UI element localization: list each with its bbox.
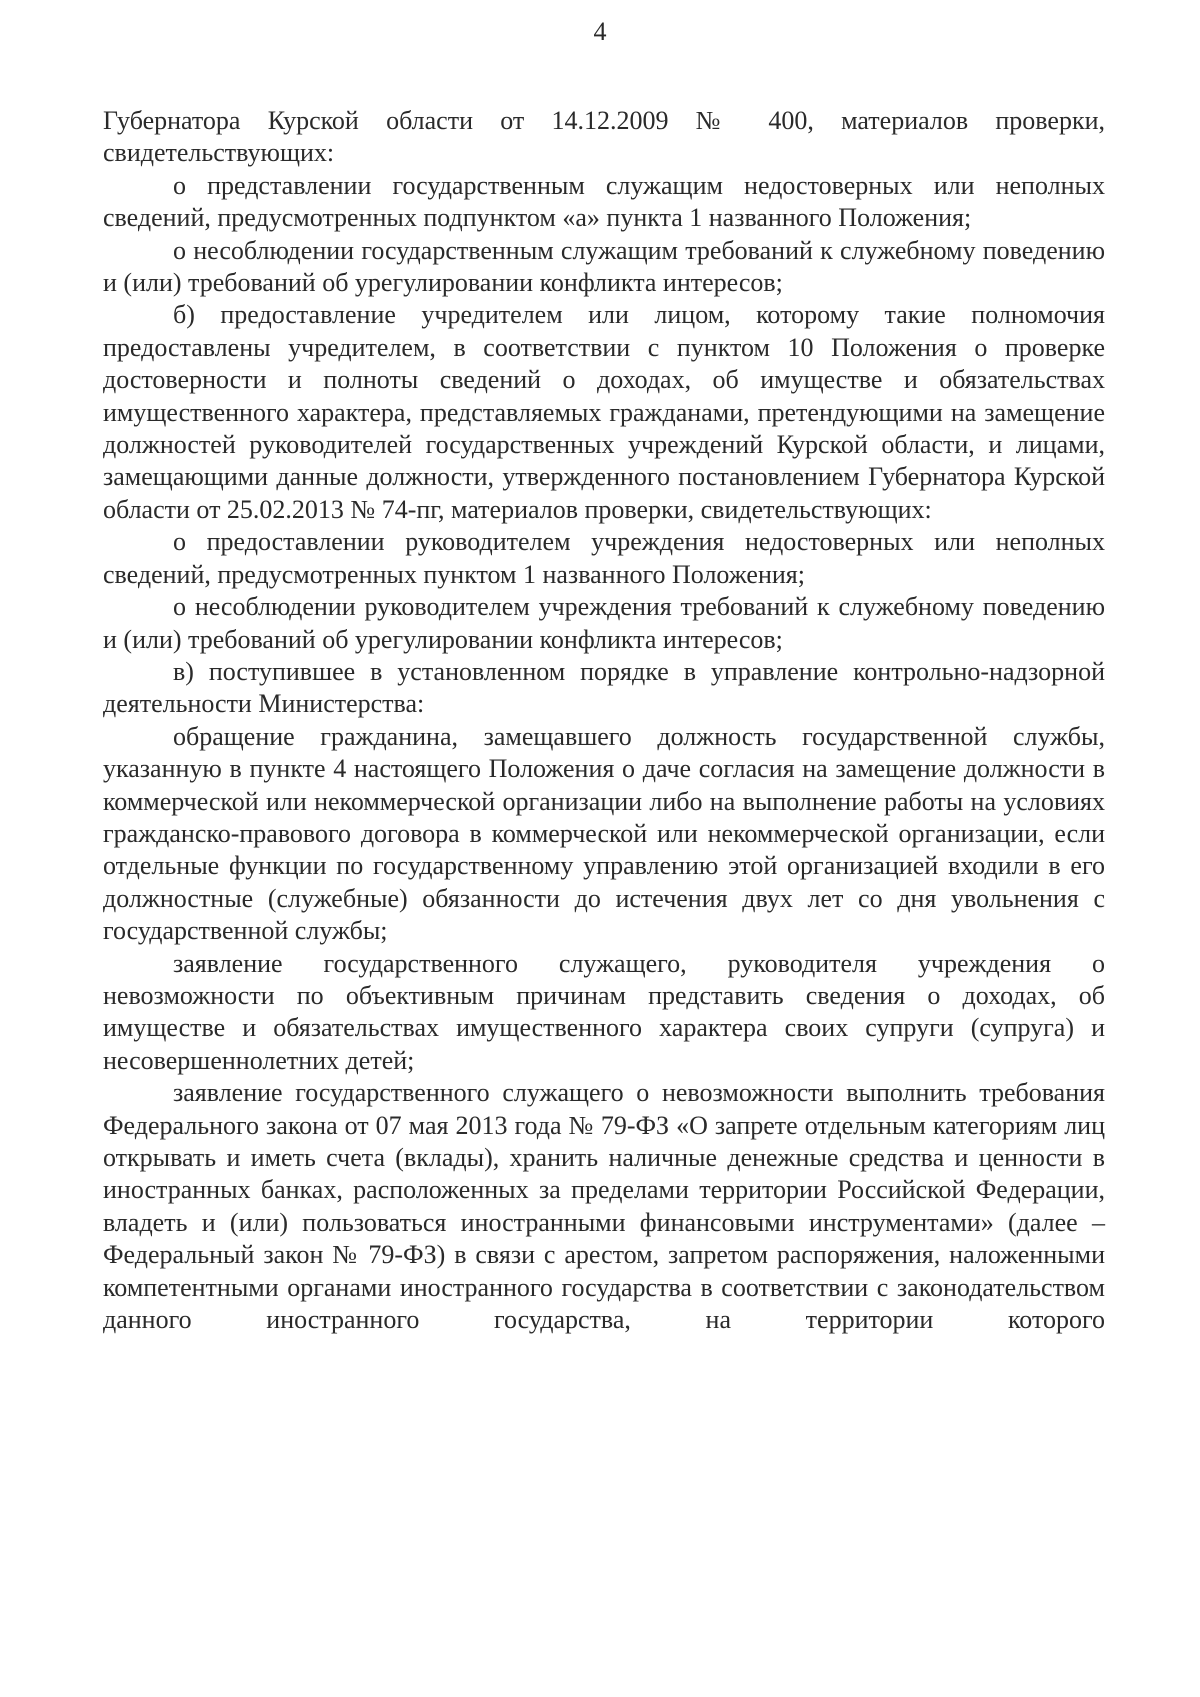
paragraph: б) предоставление учредителем или лицом, которому такие полномочия предоставлены учредителем, в соответствии с пунктом 10 Положения о проверке достоверности и полноты сведений о доходах, об имуществе и обязательствах имущественного характера, представляемых гражданами, претендующими на замещение должностей руководителей государственных учреждений Курской области, и лицами, замещающими данные должности, утвержденного постановлением Губернатора Курской области от 25.02.2013 № 74-пг, материалов проверки, свидетельствующих: bbox=[103, 300, 1105, 524]
paragraph: о предоставлении руководителем учреждения недостоверных или неполных сведений, предусмотренных пунктом 1 названного Положения; bbox=[103, 527, 1105, 589]
paragraph: заявление государственного служащего о невозможности выполнить требования Федерального закона от 07 мая 2013 года № 79-ФЗ «О запрете отдельным категориям лиц открывать и иметь счета (вклады), хранить наличные денежные средства и ценности в иностранных банках, расположенных за пределами территории Российской Федерации, владеть и (или) пользоваться иностранными финансовыми инструментами» (далее – Федеральный закон № 79-ФЗ) в связи с арестом, запретом распоряжения, наложенными компетентными органами иностранного государства в соответствии с законодательством данного иностранного государства, на территории которого bbox=[103, 1078, 1105, 1335]
paragraph: Губернатора Курской области от 14.12.2009 № 400, материалов проверки, свидетельствующих: bbox=[103, 106, 1105, 168]
paragraph: о несоблюдении руководителем учреждения требований к служебному поведению и (или) требований об урегулировании конфликта интересов; bbox=[103, 592, 1105, 654]
paragraph: в) поступившее в установленном порядке в управление контрольно-надзорной деятельности Министерства: bbox=[103, 656, 1105, 719]
document-body bbox=[103, 105, 1105, 1336]
paragraph: обращение гражданина, замещавшего должность государственной службы, указанную в пункте 4 настоящего Положения о даче согласия на замещение должности в коммерческой или некоммерческой организации либо на выполнение работы на условиях гражданско-правового договора в коммерческой или некоммерческой организации, если отдельные функции по государственному управлению этой организацией входили в его должностные (служебные) обязанности до истечения двух лет со дня увольнения с государственной службы; bbox=[103, 721, 1105, 946]
paragraph: о представлении государственным служащим недостоверных или неполных сведений, предусмотренных подпунктом «а» пункта 1 названного Положения; bbox=[103, 170, 1105, 233]
paragraph: о несоблюдении государственным служащим требований к служебному поведению и (или) требований об урегулировании конфликта интересов; bbox=[103, 235, 1105, 298]
paragraph: заявление государственного служащего, руководителя учреждения о невозможности по объективным причинам представить сведения о доходах, об имуществе и обязательствах имущественного характера своих супруги (супруга) и несовершеннолетних детей; bbox=[103, 948, 1105, 1075]
page-number: 4 bbox=[593, 17, 607, 46]
